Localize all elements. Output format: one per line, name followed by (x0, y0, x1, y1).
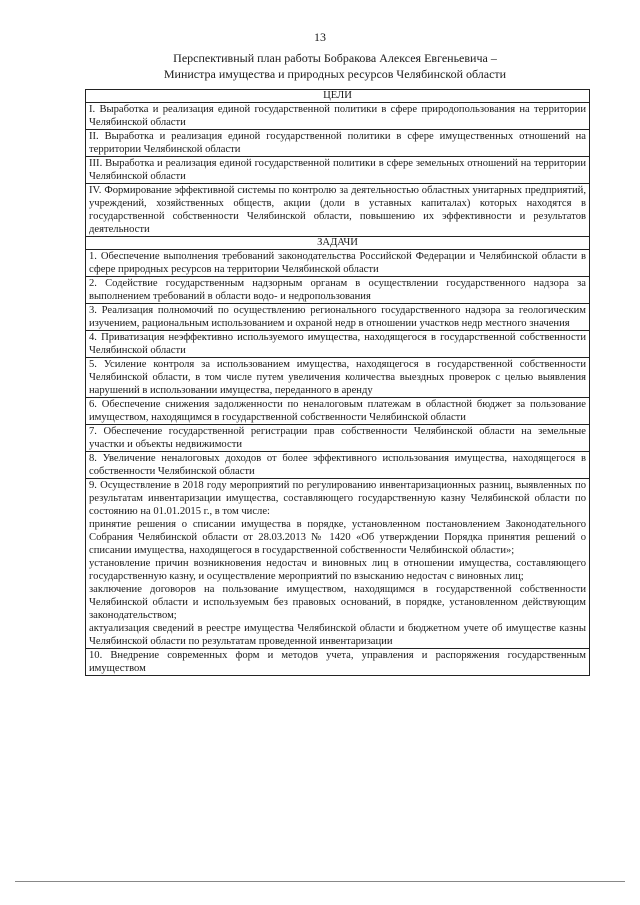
section-heading: ЗАДАЧИ (86, 237, 590, 250)
cell-paragraph: III. Выработка и реализация единой государственной политики в сфере земельных отношений на территории Челябинской области (89, 158, 586, 182)
section-heading-row (86, 237, 590, 250)
task-cell (86, 277, 590, 304)
table-row (86, 157, 590, 184)
document-title-line-1: Перспективный план работы Бобракова Алексея Евгеньевича – (173, 51, 497, 65)
cell-paragraph: 5. Усиление контроля за использованием имущества, находящегося в государственной собственности Челябинской области, в том числе путем увеличения количества выездных проверок с целью выявления нарушений в использовании имущества, переданного в аренду (89, 359, 586, 396)
plan-table (85, 89, 590, 676)
table-row (86, 130, 590, 157)
cell-paragraph: 10. Внедрение современных форм и методов учета, управления и распоряжения государственным имуществом (89, 650, 586, 674)
goal-cell (86, 103, 590, 130)
table-row (86, 331, 590, 358)
cell-paragraph: II. Выработка и реализация единой государственной политики в сфере имущественных отношений на территории Челябинской области (89, 131, 586, 155)
cell-paragraph: 6. Обеспечение снижения задолженности по неналоговым платежам в областной бюджет за пользование имуществом, находящимся в государственной собственности Челябинской области (89, 399, 586, 423)
section-heading-row (86, 90, 590, 103)
cell-paragraph: 3. Реализация полномочий по осуществлению регионального государственного надзора за геологическим изучением, рациональным использованием и охраной недр в отношении участков недр местного значения (89, 305, 586, 329)
task-cell (86, 649, 590, 676)
page-number: 13 (314, 30, 326, 44)
task-cell (86, 250, 590, 277)
table-row (86, 277, 590, 304)
table-row (86, 304, 590, 331)
table-row (86, 358, 590, 398)
table-row (86, 649, 590, 676)
task-cell (86, 331, 590, 358)
cell-paragraph: 4. Приватизация неэффективно используемого имущества, находящегося в государственной собственности Челябинской области (89, 332, 586, 356)
table-row (86, 250, 590, 277)
goal-cell (86, 184, 590, 237)
table-row (86, 452, 590, 479)
document-title (80, 50, 590, 82)
cell-paragraph: 1. Обеспечение выполнения требований законодательства Российской Федерации и Челябинской области в сфере природных ресурсов на территории Челябинской области (89, 251, 586, 275)
cell-paragraph: 7. Обеспечение государственной регистрации прав собственности Челябинской области на земельные участки и объекты недвижимости (89, 426, 586, 450)
table-row (86, 184, 590, 237)
page-bottom-rule (15, 881, 625, 882)
document-title-line-2: Министра имущества и природных ресурсов Челябинской области (163, 67, 507, 81)
task-cell (86, 304, 590, 331)
task-cell (86, 358, 590, 398)
cell-paragraph: 9. Осуществление в 2018 году мероприятий по регулированию инвентаризационных разниц, выявленных по результатам инвентаризации имущества, составляющего государственную казну Челябинской области по состоянию на 01.01.2015 г., в том числе: (89, 480, 586, 517)
cell-paragraph: IV. Формирование эффективной системы по контролю за деятельностью областных унитарных предприятий, учреждений, хозяйственных обществ, акции (доли в уставных капиталах) которых находятся в государственной собственности Челябинской области, повышению их эффективности и результатов деятельности (89, 185, 586, 235)
goal-cell (86, 157, 590, 184)
plan-table-body (86, 90, 590, 676)
goal-cell (86, 130, 590, 157)
cell-paragraph: актуализация сведений в реестре имущества Челябинской области и бюджетном учете об имуществе казны Челябинской области по результатам проведенной инвентаризации (89, 623, 586, 647)
cell-paragraph: заключение договоров на пользование имуществом, находящимся в государственной собственности Челябинской области и используемым без правовых оснований, в порядке, установленном действующим законодательством; (89, 584, 586, 621)
cell-paragraph: установление причин возникновения недостач и виновных лиц в отношении имущества, составляющего государственную казну, и осуществление мероприятий по взысканию недостач с виновных лиц; (89, 558, 586, 582)
table-row (86, 398, 590, 425)
cell-paragraph: 8. Увеличение неналоговых доходов от более эффективного использования имущества, находящегося в собственности Челябинской области (89, 453, 586, 477)
cell-paragraph: I. Выработка и реализация единой государственной политики в сфере природопользования на территории Челябинской области (89, 104, 586, 128)
table-row (86, 425, 590, 452)
task-cell (86, 425, 590, 452)
table-row (86, 479, 590, 649)
task-cell (86, 479, 590, 649)
task-cell (86, 398, 590, 425)
task-cell (86, 452, 590, 479)
cell-paragraph: принятие решения о списании имущества в порядке, установленном постановлением Законодательного Собрания Челябинской области от 28.03.2013 № 1420 «Об утверждении Порядка принятия решений о списании имущества, находящегося в государственной собственности Челябинской области»; (89, 519, 586, 556)
table-row (86, 103, 590, 130)
section-heading: ЦЕЛИ (86, 90, 590, 103)
cell-paragraph: 2. Содействие государственным надзорным органам в осуществлении государственного надзора за выполнением требований в области водо- и недропользования (89, 278, 586, 302)
